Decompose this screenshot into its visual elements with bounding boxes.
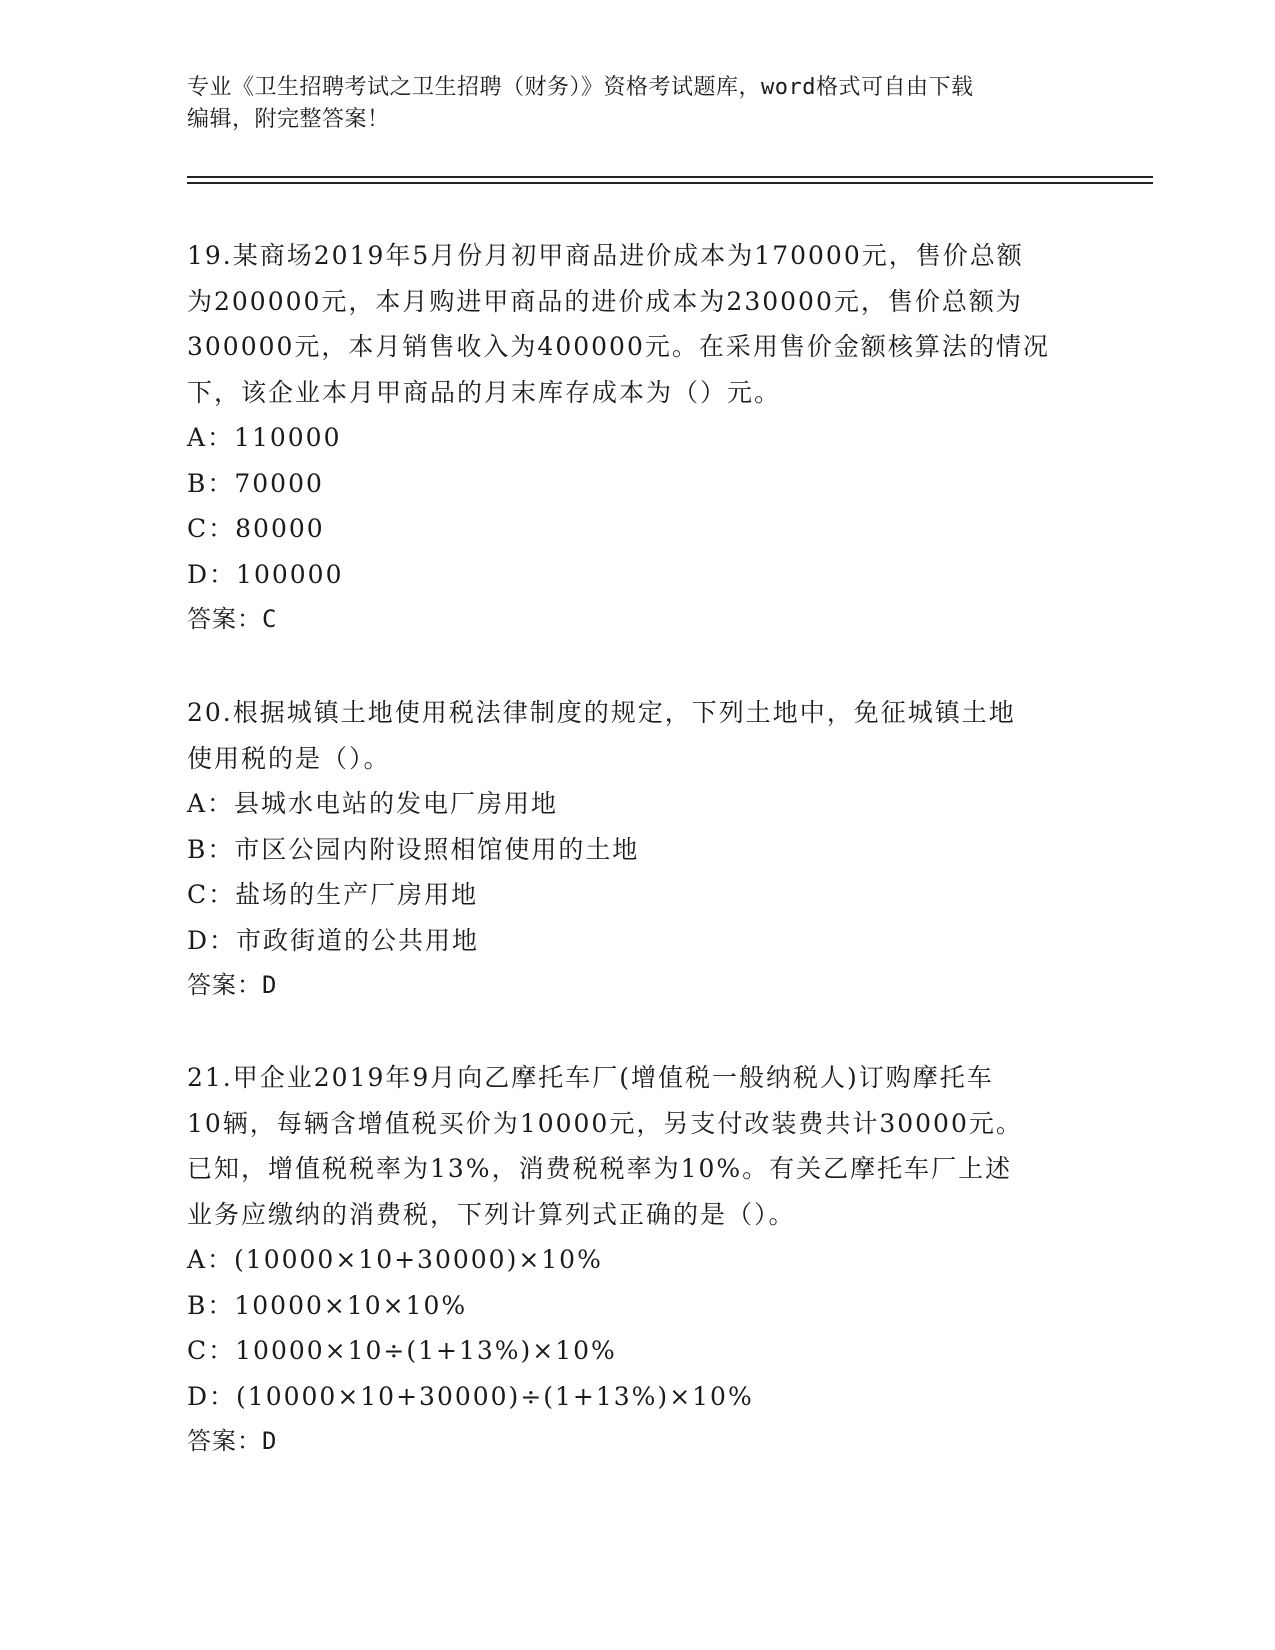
option-a: A：(10000×10+30000)×10% [187,1245,603,1274]
question-stem: 21.甲企业2019年9月向乙摩托车厂(增值税一般纳税人)订购摩托车 [187,1063,994,1092]
question-stem: 下，该企业本月甲商品的月末库存成本为（）元。 [187,377,782,407]
question-19 [187,233,1087,643]
option-b: B：10000×10×10% [187,1290,468,1320]
header-divider-top [187,176,1153,178]
header-divider-bottom [187,182,1153,184]
question-20 [187,690,1087,1009]
answer-label: 答案：D [187,1427,278,1455]
header-line-2: 编辑，附完整答案！ [187,107,390,132]
answer-label: 答案：D [187,971,278,999]
option-b: B：市区公园内附设照相馆使用的土地 [187,834,640,864]
option-d: D：100000 [187,559,344,589]
question-stem: 业务应缴纳的消费税，下列计算列式正确的是（）。 [187,1199,796,1229]
question-stem: 已知，增值税税率为13%，消费税税率为10%。有关乙摩托车厂上述 [187,1154,1013,1183]
page-header [187,72,1087,136]
option-d: D：市政街道的公共用地 [187,925,480,955]
option-d: D：(10000×10+30000)÷(1+13%)×10% [187,1381,754,1411]
option-c: C：盐场的生产厂房用地 [187,880,479,909]
question-stem: 使用税的是（）。 [187,743,391,773]
option-a: A：110000 [187,423,342,452]
option-a: A：县城水电站的发电厂房用地 [187,789,559,818]
question-stem: 300000元，本月销售收入为400000元。在采用售价金额核算法的情况 [187,332,1050,361]
option-b: B：70000 [187,468,324,498]
question-21 [187,1055,1087,1465]
option-c: C：10000×10÷(1+13%)×10% [187,1336,617,1365]
question-stem: 19.某商场2019年5月份月初甲商品进价成本为170000元，售价总额 [187,241,1024,270]
answer-label: 答案：C [187,605,278,633]
option-c: C：80000 [187,514,325,543]
question-stem: 为200000元，本月购进甲商品的进价成本为230000元，售价总额为 [187,286,1023,316]
question-stem: 10辆，每辆含增值税买价为10000元，另支付改装费共计30000元。 [187,1108,1023,1138]
header-line-1: 专业《卫生招聘考试之卫生招聘（财务）》资格考试题库，word格式可自由下载 [187,75,974,100]
question-stem: 20.根据城镇土地使用税法律制度的规定，下列土地中，免征城镇土地 [187,698,1016,727]
